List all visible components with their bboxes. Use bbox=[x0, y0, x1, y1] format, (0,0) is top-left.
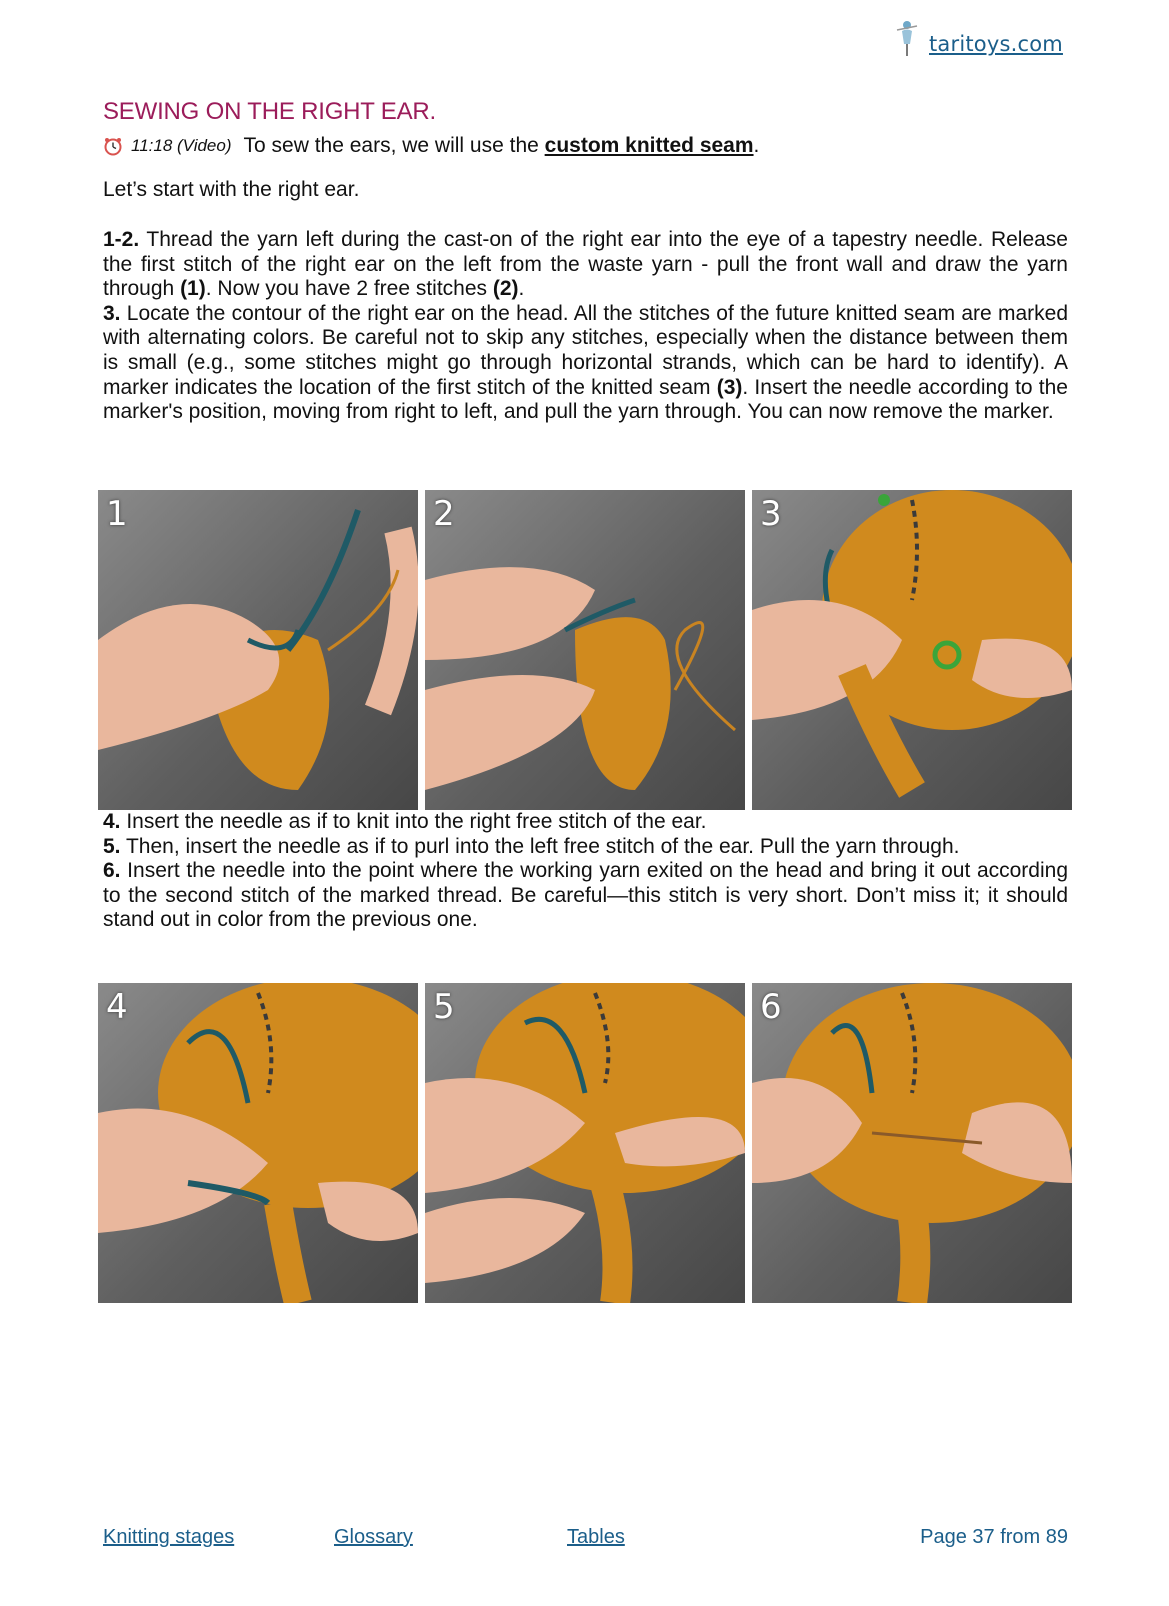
step-label: 1-2. bbox=[103, 228, 140, 251]
photo-ref: (3) bbox=[716, 375, 743, 399]
step-text: . Insert the needle according to the marker's position, moving from right to left, and pull the yarn through. You can now remove the marker. bbox=[103, 375, 1068, 424]
step-text: Thread the yarn left during the cast-on of the right ear into the eye of a tapestry needle. Release the first stitch of the right ear on the left from the waste yarn - pull the front wall and draw the yarn through bbox=[103, 228, 1068, 301]
page-number: Page 37 from 89 bbox=[920, 1526, 1068, 1548]
knitting-photo-illustration bbox=[752, 983, 1072, 1303]
knitting-photo-illustration bbox=[752, 490, 1072, 810]
step-photo-1 bbox=[98, 490, 418, 810]
intro-text: Let’s start with the right ear. bbox=[103, 178, 360, 201]
video-text-end: . bbox=[753, 134, 760, 157]
custom-knitted-seam-link[interactable]: custom knitted seam bbox=[544, 134, 754, 157]
knitting-photo-illustration bbox=[98, 983, 418, 1303]
page-title: SEWING ON THE RIGHT EAR. bbox=[103, 98, 437, 125]
step-photo-6 bbox=[752, 983, 1072, 1303]
video-timestamp-link[interactable]: 11:18 (Video) bbox=[131, 136, 232, 155]
step-text: . Now you have 2 free stitches bbox=[205, 277, 493, 301]
step-text: Insert the needle as if to knit into the right free stitch of the ear. bbox=[120, 810, 707, 833]
photo-grid-1 bbox=[98, 490, 1072, 810]
step-label: 5. bbox=[103, 834, 121, 858]
knitting-photo-illustration bbox=[425, 490, 745, 810]
step-photo-2 bbox=[425, 490, 745, 810]
step-photo-3 bbox=[752, 490, 1072, 810]
alarm-clock-icon bbox=[103, 136, 123, 156]
photo-number: 6 bbox=[760, 987, 782, 1027]
site-logo[interactable] bbox=[893, 18, 1063, 58]
photo-number: 2 bbox=[433, 494, 455, 534]
step-photo-4 bbox=[98, 983, 418, 1303]
step-label: 6. bbox=[103, 859, 121, 883]
photo-grid-2 bbox=[98, 983, 1072, 1303]
video-text: To sew the ears, we will use the bbox=[243, 134, 545, 157]
step-label: 4. bbox=[103, 810, 121, 833]
steps-1-3 bbox=[103, 228, 1068, 425]
step-label: 3. bbox=[103, 301, 121, 325]
knitting-photo-illustration bbox=[425, 983, 745, 1303]
photo-ref: (2) bbox=[492, 277, 519, 301]
knitting-stages-link[interactable]: Knitting stages bbox=[103, 1526, 235, 1548]
steps-4-6 bbox=[103, 810, 1068, 933]
photo-number: 3 bbox=[760, 494, 782, 534]
glossary-link[interactable]: Glossary bbox=[334, 1526, 413, 1548]
video-reference bbox=[103, 134, 759, 158]
photo-ref: (1) bbox=[180, 277, 206, 301]
needle-figure-icon bbox=[893, 18, 923, 58]
photo-number: 4 bbox=[106, 987, 128, 1027]
step-text: Locate the contour of the right ear on the head. All the stitches of the future knitted seam are marked with alternating colors. Be careful not to skip any stitches, especially when the distance between them is small (e.g., some stitches might go through horizontal strands, which can be hard to identify). A marker indicates the location of the first stitch of the knitted seam bbox=[103, 301, 1068, 399]
site-link[interactable]: taritoys.com bbox=[929, 32, 1063, 56]
photo-number: 5 bbox=[433, 987, 455, 1027]
tables-link[interactable]: Tables bbox=[567, 1526, 625, 1548]
step-text: . bbox=[518, 277, 525, 301]
step-text: Then, insert the needle as if to purl into the left free stitch of the ear. Pull the yarn through. bbox=[120, 834, 960, 858]
knitting-photo-illustration bbox=[98, 490, 418, 810]
step-text: Insert the needle into the point where the working yarn exited on the head and bring it out according to the second stitch of the marked thread. Be careful—this stitch is very short. Don’t miss it; it should stand out in color from the previous one. bbox=[103, 859, 1068, 932]
photo-number: 1 bbox=[106, 494, 128, 534]
step-photo-5 bbox=[425, 983, 745, 1303]
